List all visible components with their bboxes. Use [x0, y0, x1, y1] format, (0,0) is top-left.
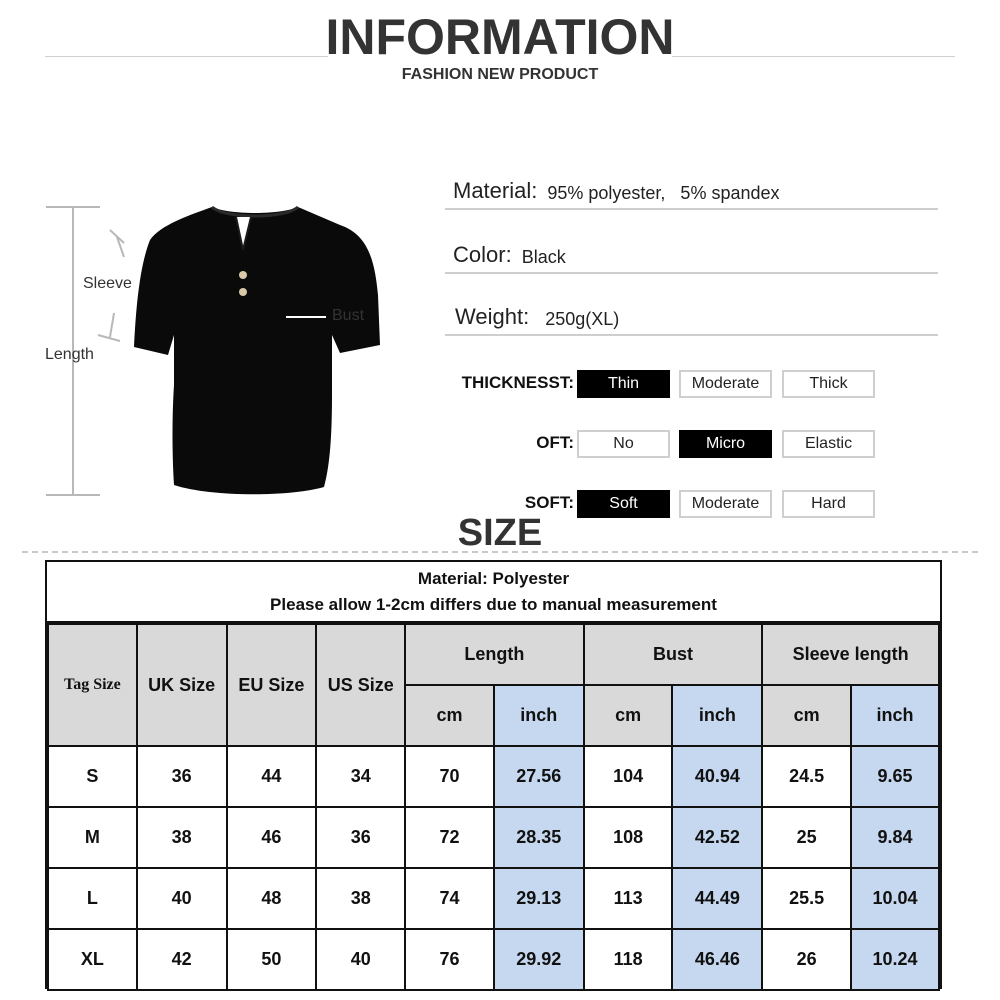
- table-cell: S: [48, 746, 137, 807]
- header-bust: Bust: [584, 624, 763, 685]
- header-cm: cm: [584, 685, 673, 746]
- table-cell: 36: [316, 807, 405, 868]
- table-cell: 118: [584, 929, 673, 990]
- table-cell: 25: [762, 807, 851, 868]
- table-cell: 44: [227, 746, 317, 807]
- table-cell: 10.04: [851, 868, 939, 929]
- spec-value: Black: [521, 247, 566, 267]
- spec-value: 95% polyester, 5% spandex: [547, 183, 780, 203]
- table-cell: XL: [48, 929, 137, 990]
- size-heading: SIZE: [457, 512, 543, 554]
- length-label: Length: [45, 346, 94, 363]
- option-choice: No: [577, 430, 670, 458]
- option-choice: Micro: [679, 430, 772, 458]
- option-label: SOFT:: [524, 493, 574, 512]
- table-cell: L: [48, 868, 137, 929]
- table-cell: 29.92: [494, 929, 584, 990]
- spec-value: 250g(XL): [545, 309, 620, 329]
- table-cell: 25.5: [762, 868, 851, 929]
- header-tag-size: Tag Size: [48, 624, 137, 746]
- shirt-figure: [40, 195, 390, 505]
- page-subtitle: FASHION NEW PRODUCT: [401, 66, 599, 83]
- table-cell: 70: [405, 746, 494, 807]
- table-cell: 28.35: [494, 807, 584, 868]
- header-eu-size: EU Size: [227, 624, 317, 746]
- table-cell: 36: [137, 746, 227, 807]
- table-cell: 40.94: [672, 746, 762, 807]
- table-cell: 24.5: [762, 746, 851, 807]
- table-cell: 29.13: [494, 868, 584, 929]
- option-thickness: [420, 370, 880, 398]
- table-cell: 50: [227, 929, 317, 990]
- spec-color: [445, 240, 938, 274]
- spec-key: Color:: [453, 242, 512, 267]
- table-cell: 108: [584, 807, 673, 868]
- spec-material: [445, 176, 938, 210]
- header-cm: cm: [405, 685, 494, 746]
- table-row: [48, 807, 939, 868]
- page-title: INFORMATION: [325, 9, 675, 65]
- header-uk-size: UK Size: [137, 624, 227, 746]
- table-cell: 74: [405, 868, 494, 929]
- table-cell: 42: [137, 929, 227, 990]
- size-chart-note: [47, 562, 940, 623]
- spec-key: Weight:: [455, 304, 530, 329]
- header-cm: cm: [762, 685, 851, 746]
- size-chart: [45, 560, 942, 989]
- table-cell: 34: [316, 746, 405, 807]
- table-cell: 42.52: [672, 807, 762, 868]
- table-cell: 9.65: [851, 746, 939, 807]
- note-measurement: Please allow 1-2cm differs due to manual measurement: [270, 595, 717, 614]
- option-choice: Soft: [577, 490, 670, 518]
- table-cell: 72: [405, 807, 494, 868]
- header-inch: inch: [494, 685, 584, 746]
- table-cell: 44.49: [672, 868, 762, 929]
- note-material: Material: Polyester: [417, 569, 570, 588]
- option-choice: Thin: [577, 370, 670, 398]
- table-cell: 10.24: [851, 929, 939, 990]
- table-row: [48, 868, 939, 929]
- table-cell: 40: [137, 868, 227, 929]
- option-choice: Elastic: [782, 430, 875, 458]
- table-cell: 9.84: [851, 807, 939, 868]
- option-choice: Hard: [782, 490, 875, 518]
- option-label: OFT:: [536, 433, 574, 452]
- table-cell: 38: [316, 868, 405, 929]
- table-cell: 40: [316, 929, 405, 990]
- sleeve-label: Sleeve: [83, 275, 132, 292]
- size-table: [47, 623, 940, 991]
- table-row: [48, 929, 939, 990]
- option-choice: Thick: [782, 370, 875, 398]
- table-cell: 26: [762, 929, 851, 990]
- header-length: Length: [405, 624, 584, 685]
- table-cell: 104: [584, 746, 673, 807]
- table-cell: M: [48, 807, 137, 868]
- table-cell: 76: [405, 929, 494, 990]
- bust-label: Bust: [332, 307, 365, 324]
- table-cell: 48: [227, 868, 317, 929]
- header-sleeve-length: Sleeve length: [762, 624, 939, 685]
- header-inch: inch: [851, 685, 939, 746]
- spec-weight: [445, 302, 938, 336]
- table-cell: 38: [137, 807, 227, 868]
- table-row: [48, 746, 939, 807]
- table-cell: 46.46: [672, 929, 762, 990]
- option-choice: Moderate: [679, 370, 772, 398]
- spec-key: Material:: [453, 178, 538, 203]
- table-cell: 113: [584, 868, 673, 929]
- header-inch: inch: [672, 685, 762, 746]
- option-label: THICKNESST:: [461, 373, 574, 392]
- option-choice: Moderate: [679, 490, 772, 518]
- table-cell: 27.56: [494, 746, 584, 807]
- section-divider: [22, 551, 978, 553]
- option-oft: [420, 430, 880, 458]
- header-us-size: US Size: [316, 624, 405, 746]
- table-cell: 46: [227, 807, 317, 868]
